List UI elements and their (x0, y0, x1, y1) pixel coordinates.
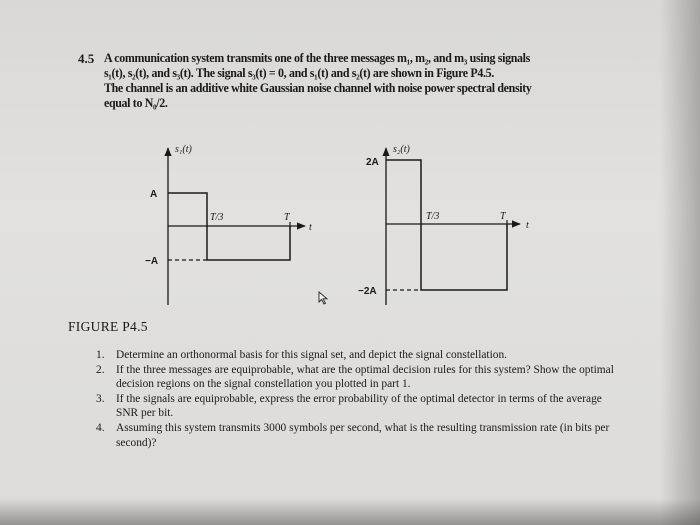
s1-tick-t3: T/3 (210, 212, 224, 223)
question-number: 4. (96, 421, 105, 434)
question-text: If the three messages are equiprobable, what are the optimal decision rules for this system? Show the optimal decision regions on the signal constellation you plotted in part 1. (116, 363, 614, 391)
question-item (96, 421, 616, 450)
question-text: If the signals are equiprobable, express the error probability of the optimal detector in terms of the average SNR per bit. (116, 392, 602, 420)
mouse-cursor-icon (318, 291, 330, 305)
plot-s1 (168, 148, 305, 305)
s2-tick-t3: T/3 (426, 211, 440, 222)
question-text: Assuming this system transmits 3000 symbols per second, what is the resulting transmission rate (in bits per second)? (116, 421, 610, 449)
question-number: 2. (96, 363, 105, 376)
question-item (96, 363, 616, 392)
plot-s2 (386, 148, 520, 305)
question-text: Determine an orthonormal basis for this signal set, and depict the signal constellation. (116, 349, 507, 361)
question-item (96, 392, 616, 421)
s1-pos-level: A (150, 189, 158, 200)
question-item (96, 348, 616, 363)
question-number: 1. (96, 349, 105, 361)
s1-ylabel: s₁(t) (175, 144, 192, 155)
s2-ylabel: s₂(t) (393, 144, 410, 155)
problem-number: 4.5 (78, 51, 95, 66)
s2-xlabel: t (526, 220, 529, 231)
problem-line-3: The channel is an additive white Gaussian noise channel with noise power spectral density (104, 81, 532, 95)
s1-tick-t: T (284, 212, 290, 223)
s2-tick-t: T (500, 211, 506, 222)
problem-line-4: equal to N₀/2. (104, 96, 168, 110)
figure-caption: FIGURE P4.5 (68, 319, 148, 334)
question-list (96, 348, 616, 450)
s2-neg-level: −2A (358, 286, 377, 297)
problem-line-2: s₁(t), s₂(t), and s₃(t). The signal s₃(t) = 0, and s₁(t) and s₂(t) are shown in Figure P4.5. (104, 66, 494, 80)
s2-pos-level: 2A (366, 157, 379, 168)
s1-neg-level: −A (145, 256, 159, 267)
s2-waveform (386, 160, 507, 290)
question-number: 3. (96, 392, 105, 405)
s1-xlabel: t (309, 222, 312, 233)
problem-line-1: A communication system transmits one of the three messages m₁, m₂, and m₃ using signals (104, 51, 530, 65)
